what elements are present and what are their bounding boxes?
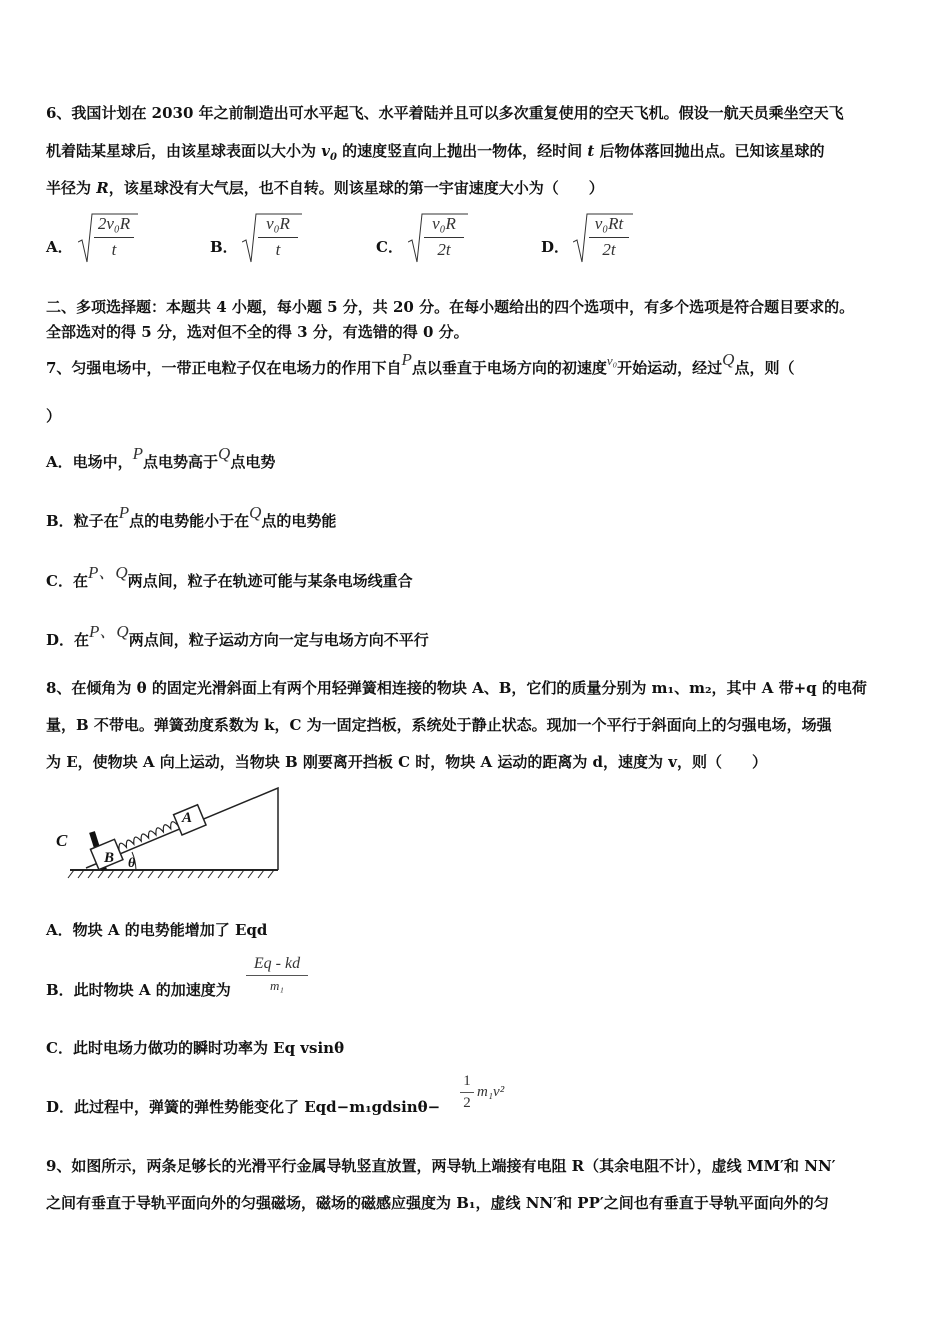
q6-option-A-label: A． bbox=[46, 238, 73, 256]
q6-option-B-radical bbox=[242, 210, 302, 266]
q8-B-fraction: Eq - kd m₁ bbox=[246, 955, 308, 994]
incline-figure bbox=[52, 782, 292, 886]
radical-numerator: v₀R bbox=[432, 214, 456, 233]
q6-option-D-label: D． bbox=[541, 238, 570, 256]
section2-line-2: 全部选对的得 5 分，选对但不全的得 3 分，有选错的得 0 分。 bbox=[46, 323, 469, 341]
q6-option-A-radical bbox=[78, 210, 138, 266]
q6-v0-symbol: $v_0$ bbox=[321, 142, 337, 163]
q8-line-2: 量，B 不带电。弹簧劲度系数为 k，C 为一固定挡板，系统处于静止状态。现加一个平行于斜面向上的匀强电场，场强 bbox=[46, 716, 832, 734]
q6-option-B-label: B． bbox=[210, 238, 238, 256]
radical-denominator: t bbox=[111, 240, 117, 259]
q6-line-1: 6、我国计划在 2030 年之前制造出可水平起飞、水平着陆并且可以多次重复使用的空天飞机。假设一航天员乘坐空天飞 bbox=[46, 104, 844, 122]
q9-line-2: 之间有垂直于导轨平面向外的匀强磁场，磁场的磁感应强度为 B₁，虚线 NN′和 PP′之间也有垂直于导轨平面向外的匀 bbox=[46, 1194, 829, 1212]
q9-line-1: 9、如图所示，两条足够长的光滑平行金属导轨竖直放置，两导轨上端接有电阻 R（其余电阻不计），虚线 MM′和 NN′ bbox=[46, 1157, 836, 1175]
q6-t-symbol: t bbox=[587, 142, 595, 160]
q7-option-C: C．在P、Q两点间，粒子在轨迹可能与某条电场线重合 bbox=[46, 563, 413, 590]
q8-D-fraction: 1 2 bbox=[460, 1073, 474, 1112]
q6-line-3: 半径为 R，该星球没有大气层，也不自转。则该星球的第一宇宙速度大小为（ ） bbox=[46, 179, 604, 197]
radical-denominator: 2t bbox=[602, 240, 616, 259]
q8-D-tail: m₁v² bbox=[477, 1084, 505, 1100]
q6-line-2-c: 后物体落回抛出点。已知该星球的 bbox=[594, 142, 825, 160]
q6-R-symbol: R bbox=[96, 179, 109, 197]
q7-option-A: A．电场中，P点电势高于Q点电势 bbox=[46, 444, 276, 471]
label-A: A bbox=[182, 810, 193, 826]
q7-option-B: B．粒子在P点的电势能小于在Q点的电势能 bbox=[46, 503, 337, 530]
radical-denominator: 2t bbox=[437, 240, 451, 259]
q6-line-2 bbox=[46, 141, 825, 168]
q7-option-D: D．在P、Q两点间，粒子运动方向一定与电场方向不平行 bbox=[46, 622, 429, 649]
q8-line-3: 为 E，使物块 A 向上运动，当物块 B 刚要离开挡板 C 时，物块 A 运动的距离为 d，速度为 v，则（ ） bbox=[46, 753, 767, 771]
q8-line-1: 8、在倾角为 θ 的固定光滑斜面上有两个用轻弹簧相连接的物块 A、B，它们的质量分别为 m₁、m₂，其中 A 带+q 的电荷 bbox=[46, 679, 867, 697]
radical-numerator: 2v₀R bbox=[97, 214, 131, 233]
radical-numerator: v₀Rt bbox=[594, 214, 624, 233]
radical-denominator: t bbox=[275, 240, 281, 259]
label-theta: θ bbox=[128, 856, 136, 871]
spring bbox=[117, 820, 178, 850]
q7-P-symbol: P bbox=[401, 350, 412, 369]
q7-Q-symbol: Q bbox=[722, 350, 735, 369]
q7-stem-end: ） bbox=[46, 407, 62, 425]
radical-numerator: v₀R bbox=[266, 214, 290, 233]
q8-option-B: B．此时物块 A 的加速度为 bbox=[46, 981, 231, 999]
q6-line-2-a: 机着陆某星球后，由该星球表面以大小为 bbox=[46, 142, 322, 160]
q6-line-2-b: 的速度竖直向上抛出一物体，经时间 bbox=[336, 142, 588, 160]
q8-option-A: A．物块 A 的电势能增加了 Eqd bbox=[46, 921, 268, 939]
q7-v0-symbol: v₀ bbox=[606, 353, 618, 368]
q8-option-D: D．此过程中，弹簧的弹性势能变化了 Eqd−m₁gdsinθ− bbox=[46, 1098, 441, 1116]
q8-option-C: C．此时电场力做功的瞬时功率为 Eq vsinθ bbox=[46, 1039, 345, 1057]
q6-option-C-radical bbox=[408, 210, 468, 266]
label-B: B bbox=[104, 850, 115, 866]
label-C: C bbox=[56, 831, 68, 850]
q7-stem: 7、匀强电场中，一带正电粒子仅在电场力的作用下自P点以垂直于电场方向的初速度v₀开始运动，经过Q点，则（ bbox=[46, 350, 795, 377]
q6-option-C-label: C． bbox=[376, 238, 403, 256]
section2-line-1: 二、多项选择题：本题共 4 小题，每小题 5 分，共 20 分。在每小题给出的四个选项中，有多个选项是符合题目要求的。 bbox=[46, 298, 855, 316]
q6-option-D-radical bbox=[573, 210, 633, 266]
